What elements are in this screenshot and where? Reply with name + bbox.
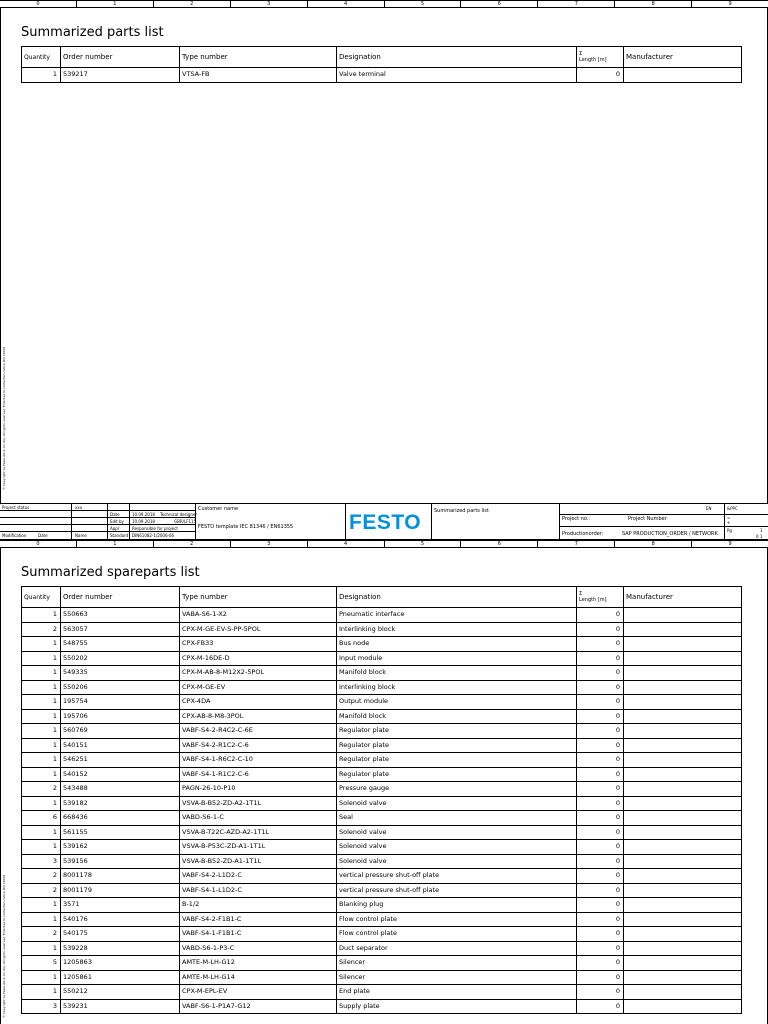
frame-left-lower xyxy=(0,548,1,1024)
designation-cell: Bus node xyxy=(337,637,577,652)
col-manufacturer: Manufacturer xyxy=(624,587,742,608)
quantity-cell: 2 xyxy=(22,869,61,884)
designation-cell: vertical pressure shut-off plate xyxy=(337,869,577,884)
type-number-cell: CPX-M-16DE-D xyxy=(180,651,337,666)
table-row xyxy=(22,666,742,681)
customer-name: Customer name xyxy=(198,506,239,512)
ruler-column-1: 1 xyxy=(77,541,154,547)
type-number-cell: CPX-AB-8-M8-3POL xyxy=(180,709,337,724)
type-number-cell: VSVA-B-P53C-ZD-A1-1T1L xyxy=(180,840,337,855)
quantity-cell: 5 xyxy=(22,956,61,971)
type-number-cell: VABF-S4-2-L1D2-C xyxy=(180,869,337,884)
standard-value: DIN61082-1/2006-06 xyxy=(132,533,175,538)
manufacturer-cell xyxy=(624,970,742,985)
quantity-cell: 1 xyxy=(22,970,61,985)
manufacturer-cell xyxy=(624,927,742,942)
type-number-cell: VABF-S4-2-R1C2-C-6 xyxy=(180,738,337,753)
table-row xyxy=(22,941,742,956)
length-cell: 0 xyxy=(577,782,624,797)
appr-label: Appr xyxy=(110,526,120,531)
manufacturer-cell xyxy=(624,985,742,1000)
mod-name-label: Name xyxy=(75,533,87,538)
ruler-column-5: 5 xyxy=(385,541,462,547)
type-number-cell: VSVA-B-B52-ZD-A1-1T1L xyxy=(180,854,337,869)
length-cell: 0 xyxy=(577,840,624,855)
col-type-number: Type number xyxy=(180,587,337,608)
table-row xyxy=(22,608,742,623)
table-row xyxy=(22,825,742,840)
order-number-cell: 561155 xyxy=(61,825,180,840)
manufacturer-cell xyxy=(624,709,742,724)
table-row xyxy=(22,854,742,869)
edit-value: 10.09.2018 xyxy=(132,519,155,524)
quantity-cell: 1 xyxy=(22,796,61,811)
responsible: Responsible for project xyxy=(132,526,178,531)
quantity-cell: 1 xyxy=(22,738,61,753)
table-row xyxy=(22,883,742,898)
manufacturer-cell xyxy=(624,825,742,840)
quantity-cell: 1 xyxy=(22,709,61,724)
designation-cell: Regulator plate xyxy=(337,753,577,768)
designation-cell: Pressure gauge xyxy=(337,782,577,797)
quantity-cell: 1 xyxy=(22,753,61,768)
ruler-column-5: 5 xyxy=(385,1,462,7)
length-cell: 0 xyxy=(577,651,624,666)
order-number-cell: 1205861 xyxy=(61,970,180,985)
technical-designer: Technical designer xyxy=(160,512,198,517)
quantity-cell: 2 xyxy=(22,927,61,942)
ruler-column-8: 8 xyxy=(615,541,692,547)
ruler-column-8: 8 xyxy=(615,1,692,7)
manufacturer-cell xyxy=(624,840,742,855)
ppc-label: &PPC xyxy=(727,506,738,511)
col-quantity: Quantity xyxy=(22,47,61,68)
quantity-cell: 1 xyxy=(22,666,61,681)
length-cell: 0 xyxy=(577,695,624,710)
template-name: FESTO template IEC 81346 / EN61355 xyxy=(198,524,294,530)
table-row xyxy=(22,782,742,797)
order-number-cell: 560769 xyxy=(61,724,180,739)
quantity-cell: 3 xyxy=(22,854,61,869)
order-number-cell: 550212 xyxy=(61,985,180,1000)
order-number-cell: 539162 xyxy=(61,840,180,855)
type-number-cell: VABF-S4-2-F1B1-C xyxy=(180,912,337,927)
order-number-cell: 550663 xyxy=(61,608,180,623)
type-number-cell: CPX-FB33 xyxy=(180,637,337,652)
table-row xyxy=(22,738,742,753)
designation-cell: vertical pressure shut-off plate xyxy=(337,883,577,898)
designation-cell: Manifold block xyxy=(337,666,577,681)
table-row xyxy=(22,651,742,666)
col-designation: Designation xyxy=(337,587,577,608)
project-number: Project Number xyxy=(628,516,667,522)
type-number-cell: VSVA-B-T22C-AZD-A2-1T1L xyxy=(180,825,337,840)
type-number-cell: PAGN-26-10-P10 xyxy=(180,782,337,797)
quantity-cell: 1 xyxy=(22,695,61,710)
manufacturer-cell xyxy=(624,753,742,768)
col-length: Σ Length [m] xyxy=(577,47,624,68)
designation-cell: Input module xyxy=(337,651,577,666)
col-designation: Designation xyxy=(337,47,577,68)
page-value: 1 xyxy=(760,528,763,533)
length-cell: 0 xyxy=(577,912,624,927)
length-cell: 0 xyxy=(577,753,624,768)
type-number-cell: VABF-S4-2-R4C2-C-6E xyxy=(180,724,337,739)
table-row xyxy=(22,970,742,985)
designation-cell: Solenoid valve xyxy=(337,825,577,840)
type-number-cell: CPX-4DA xyxy=(180,695,337,710)
length-cell: 0 xyxy=(577,985,624,1000)
designation-cell: Seal xyxy=(337,811,577,826)
length-cell: 0 xyxy=(577,68,624,83)
length-cell: 0 xyxy=(577,941,624,956)
table-row xyxy=(22,869,742,884)
column-ruler-bottom xyxy=(0,540,768,548)
type-number-cell: VABA-S6-1-X2 xyxy=(180,608,337,623)
table-row xyxy=(22,999,742,1014)
designation-cell: Solenoid valve xyxy=(337,840,577,855)
length-cell: 0 xyxy=(577,796,624,811)
col-quantity: Quantity xyxy=(22,587,61,608)
summarized-parts-title: Summarized parts list xyxy=(21,25,164,40)
order-number-cell: 550202 xyxy=(61,651,180,666)
quantity-cell: 1 xyxy=(22,825,61,840)
frame-left xyxy=(0,8,1,503)
manufacturer-cell xyxy=(624,956,742,971)
type-number-cell: AMTE-M-LH-G14 xyxy=(180,970,337,985)
quantity-cell: 1 xyxy=(22,912,61,927)
standard-label: Standard xyxy=(110,533,129,538)
designation-cell: Regulator plate xyxy=(337,738,577,753)
order-number-cell: 543488 xyxy=(61,782,180,797)
table-row xyxy=(22,767,742,782)
ruler-column-6: 6 xyxy=(461,1,538,7)
length-cell: 0 xyxy=(577,666,624,681)
designation-cell: Solenoid valve xyxy=(337,796,577,811)
type-number-cell: CPX-M-GE-EV-S-PP-5POL xyxy=(180,622,337,637)
table-row xyxy=(22,912,742,927)
designation-cell: Flow control plate xyxy=(337,927,577,942)
manufacturer-cell xyxy=(624,912,742,927)
ruler-column-0: 0 xyxy=(0,1,77,7)
festo-logo: FESTO xyxy=(349,511,422,534)
spareparts-title: Summarized spareparts list xyxy=(21,565,200,580)
quantity-cell: 1 xyxy=(22,637,61,652)
ruler-column-0: 0 xyxy=(0,541,77,547)
manufacturer-cell xyxy=(624,695,742,710)
designation-cell: Pneumatic interface xyxy=(337,608,577,623)
ruler-column-7: 7 xyxy=(538,541,615,547)
manufacturer-cell xyxy=(624,637,742,652)
manufacturer-cell xyxy=(624,898,742,913)
designation-cell: Interlinking block xyxy=(337,680,577,695)
designation-cell: Regulator plate xyxy=(337,724,577,739)
table-row xyxy=(22,811,742,826)
quantity-cell: 1 xyxy=(22,941,61,956)
manufacturer-cell xyxy=(624,622,742,637)
table-row xyxy=(22,68,742,83)
length-cell: 0 xyxy=(577,811,624,826)
quantity-cell: 1 xyxy=(22,840,61,855)
length-cell: 0 xyxy=(577,869,624,884)
order-number-cell: 8001179 xyxy=(61,883,180,898)
copyright-notice-lower: © Copyright by Festo AG & Co. KG. All rights reserved. Enforced to protection notice ISO 16016 xyxy=(2,874,6,1018)
col-order-number: Order number xyxy=(61,47,180,68)
quantity-cell: 1 xyxy=(22,898,61,913)
quantity-cell: 2 xyxy=(22,782,61,797)
table-row xyxy=(22,622,742,637)
document-title: Summarized parts list xyxy=(434,508,489,514)
order-number-cell: 3571 xyxy=(61,898,180,913)
type-number-cell: VTSA-FB xyxy=(180,68,337,83)
order-number-cell: 549335 xyxy=(61,666,180,681)
manufacturer-cell xyxy=(624,941,742,956)
order-number-cell: 1205863 xyxy=(61,956,180,971)
manufacturer-cell xyxy=(624,738,742,753)
length-cell: 0 xyxy=(577,709,624,724)
table-row xyxy=(22,985,742,1000)
designation-cell: Interlinking block xyxy=(337,622,577,637)
designation-cell: Solenoid valve xyxy=(337,854,577,869)
length-cell: 0 xyxy=(577,927,624,942)
order-number-cell: 195754 xyxy=(61,695,180,710)
order-number-cell: 540175 xyxy=(61,927,180,942)
manufacturer-cell xyxy=(624,666,742,681)
manufacturer-cell xyxy=(624,680,742,695)
edit-user: GBR/LF115 xyxy=(174,519,197,524)
designation-cell: Silencer xyxy=(337,970,577,985)
order-number-cell: 539217 xyxy=(61,68,180,83)
page-label: Pg xyxy=(727,528,732,533)
column-ruler-top xyxy=(0,0,768,8)
order-number-cell: 539182 xyxy=(61,796,180,811)
designation-cell: Output module xyxy=(337,695,577,710)
copyright-notice: © Copyright by Festo AG & Co. KG. All rights reserved. Enforced to protection notice ISO 16016 xyxy=(2,346,6,490)
designation-cell: Manifold block xyxy=(337,709,577,724)
project-number-value: = xyxy=(727,515,731,520)
quantity-cell: 1 xyxy=(22,651,61,666)
length-cell: 0 xyxy=(577,680,624,695)
ruler-column-7: 7 xyxy=(538,1,615,7)
quantity-cell: 1 xyxy=(22,767,61,782)
designation-cell: Regulator plate xyxy=(337,767,577,782)
length-cell: 0 xyxy=(577,970,624,985)
order-number-cell: 668436 xyxy=(61,811,180,826)
order-number-cell: 540151 xyxy=(61,738,180,753)
type-number-cell: VABF-S6-1-P1A7-G12 xyxy=(180,999,337,1014)
table-row xyxy=(22,695,742,710)
length-cell: 0 xyxy=(577,767,624,782)
length-cell: 0 xyxy=(577,738,624,753)
type-number-cell: VABF-S4-1-F1B1-C xyxy=(180,927,337,942)
manufacturer-cell xyxy=(624,796,742,811)
table-row xyxy=(22,637,742,652)
designation-cell: End plate xyxy=(337,985,577,1000)
ruler-column-3: 3 xyxy=(231,1,308,7)
ruler-column-2: 2 xyxy=(154,1,231,7)
manufacturer-cell xyxy=(624,724,742,739)
date-label: Date xyxy=(110,512,120,517)
length-cell: 0 xyxy=(577,999,624,1014)
quantity-cell: 1 xyxy=(22,608,61,623)
manufacturer-cell xyxy=(624,651,742,666)
table-row xyxy=(22,956,742,971)
col-manufacturer: Manufacturer xyxy=(624,47,742,68)
manufacturer-cell xyxy=(624,999,742,1014)
order-number-cell: 539231 xyxy=(61,999,180,1014)
spareparts-table xyxy=(21,586,742,1014)
length-cell: 0 xyxy=(577,956,624,971)
manufacturer-cell xyxy=(624,767,742,782)
table-row xyxy=(22,927,742,942)
manufacturer-cell xyxy=(624,68,742,83)
designation-cell: Supply plate xyxy=(337,999,577,1014)
quantity-cell: 1 xyxy=(22,68,61,83)
type-number-cell: CPX-M-GE-EV xyxy=(180,680,337,695)
en-label: EN xyxy=(706,506,712,511)
ruler-column-2: 2 xyxy=(154,541,231,547)
table-row xyxy=(22,680,742,695)
manufacturer-cell xyxy=(624,782,742,797)
table-header-row xyxy=(22,47,742,68)
type-number-cell: AMTE-M-LH-G12 xyxy=(180,956,337,971)
table-row xyxy=(22,753,742,768)
length-cell: 0 xyxy=(577,608,624,623)
manufacturer-cell xyxy=(624,869,742,884)
type-number-cell: VABF-S4-1-R1C2-C-6 xyxy=(180,767,337,782)
page-total: 0 1 xyxy=(756,534,763,539)
summarized-parts-table xyxy=(21,46,742,83)
order-number-cell: 550206 xyxy=(61,680,180,695)
col-length: Σ Length [m] xyxy=(577,587,624,608)
order-number-cell: 540176 xyxy=(61,912,180,927)
manufacturer-cell xyxy=(624,854,742,869)
modification-label: Modification xyxy=(2,533,27,538)
designation-cell: Flow control plate xyxy=(337,912,577,927)
order-number-cell: 548755 xyxy=(61,637,180,652)
ruler-column-9: 9 xyxy=(728,1,732,7)
project-status-label: Project status xyxy=(2,505,30,510)
designation-cell: Blanking plug xyxy=(337,898,577,913)
designation-cell: Valve terminal xyxy=(337,68,577,83)
type-number-cell: VABF-S4-1-L1D2-C xyxy=(180,883,337,898)
project-status-value: xxx xyxy=(75,505,83,510)
order-number-cell: 539156 xyxy=(61,854,180,869)
mod-date-label: Date xyxy=(38,533,48,538)
table-row xyxy=(22,796,742,811)
table-row xyxy=(22,840,742,855)
length-cell: 0 xyxy=(577,898,624,913)
project-no-label: Project no.: xyxy=(562,516,591,522)
quantity-cell: 6 xyxy=(22,811,61,826)
type-number-cell: CPX-M-AB-8-M12X2-5POL xyxy=(180,666,337,681)
manufacturer-cell xyxy=(624,811,742,826)
col-type-number: Type number xyxy=(180,47,337,68)
quantity-cell: 1 xyxy=(22,724,61,739)
production-order-label: Productionorder: xyxy=(562,531,604,537)
date-value: 10.09.2018 xyxy=(132,512,155,517)
manufacturer-cell xyxy=(624,608,742,623)
quantity-cell: 3 xyxy=(22,999,61,1014)
quantity-cell: 2 xyxy=(22,883,61,898)
quantity-cell: 2 xyxy=(22,622,61,637)
order-number-cell: 540152 xyxy=(61,767,180,782)
plus-label: + xyxy=(727,520,731,525)
production-order-value: SAP PRODUCTION_ORDER / NETWORK xyxy=(622,531,718,537)
ruler-column-4: 4 xyxy=(308,1,385,7)
designation-cell: Duct separator xyxy=(337,941,577,956)
edit-label: Edit by xyxy=(110,519,124,524)
manufacturer-cell xyxy=(624,883,742,898)
type-number-cell: CPX-M-EPL-EV xyxy=(180,985,337,1000)
order-number-cell: 8001178 xyxy=(61,869,180,884)
order-number-cell: 563057 xyxy=(61,622,180,637)
designation-cell: Silencer xyxy=(337,956,577,971)
table-row xyxy=(22,898,742,913)
length-cell: 0 xyxy=(577,724,624,739)
length-cell: 0 xyxy=(577,622,624,637)
ruler-column-1: 1 xyxy=(77,1,154,7)
ruler-column-9: 9 xyxy=(728,541,732,547)
table-row xyxy=(22,709,742,724)
length-cell: 0 xyxy=(577,637,624,652)
ruler-column-3: 3 xyxy=(231,541,308,547)
type-number-cell: B-1/2 xyxy=(180,898,337,913)
type-number-cell: VSVA-B-B52-ZD-A2-1T1L xyxy=(180,796,337,811)
col-order-number: Order number xyxy=(61,587,180,608)
order-number-cell: 546251 xyxy=(61,753,180,768)
type-number-cell: VABD-S6-1-C xyxy=(180,811,337,826)
order-number-cell: 195706 xyxy=(61,709,180,724)
ruler-column-6: 6 xyxy=(461,541,538,547)
type-number-cell: VABF-S4-1-R6C2-C-10 xyxy=(180,753,337,768)
quantity-cell: 1 xyxy=(22,985,61,1000)
type-number-cell: VABD-S6-1-P3-C xyxy=(180,941,337,956)
order-number-cell: 539228 xyxy=(61,941,180,956)
table-row xyxy=(22,724,742,739)
length-cell: 0 xyxy=(577,825,624,840)
title-block xyxy=(0,503,768,540)
length-cell: 0 xyxy=(577,883,624,898)
length-cell: 0 xyxy=(577,854,624,869)
table-header-row xyxy=(22,587,742,608)
quantity-cell: 1 xyxy=(22,680,61,695)
ruler-column-4: 4 xyxy=(308,541,385,547)
